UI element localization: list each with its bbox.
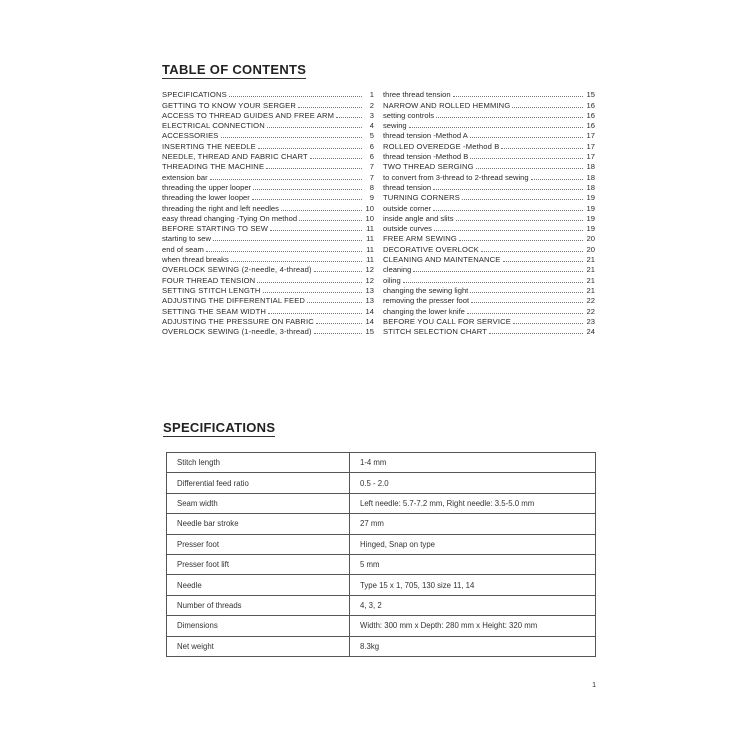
- toc-leader-dots: [513, 323, 583, 324]
- toc-leader-dots: [501, 148, 583, 149]
- toc-entry: [383, 254, 595, 264]
- toc-entry-title: changing the sewing light: [383, 285, 469, 295]
- toc-entry-title: thread tension: [383, 182, 432, 192]
- toc-entry-page: 17: [586, 131, 595, 141]
- toc-entry-title: OVERLOCK SEWING (2-needle, 4-thread): [162, 265, 312, 275]
- toc-entry-page: 2: [369, 100, 374, 110]
- spec-row: [167, 554, 596, 574]
- toc-entry-page: 14: [365, 316, 374, 326]
- toc-entry-title: thread tension -Method B: [383, 152, 469, 162]
- spec-row: [167, 575, 596, 595]
- toc-left-column: [162, 89, 374, 336]
- toc-entry-title: thread tension -Method A: [383, 131, 468, 141]
- spec-label: Needle bar stroke: [167, 514, 350, 534]
- toc-entry-title: STITCH SELECTION CHART: [383, 327, 487, 337]
- toc-entry-page: 7: [369, 162, 374, 172]
- spec-value: Width: 300 mm x Depth: 280 mm x Height: 320 mm: [350, 616, 596, 636]
- toc-entry-title: BEFORE YOU CALL FOR SERVICE: [383, 316, 511, 326]
- toc-entry-page: 15: [586, 90, 595, 100]
- toc-entry-page: 12: [365, 265, 374, 275]
- toc-entry: [162, 192, 374, 202]
- toc-leader-dots: [307, 302, 362, 303]
- toc-leader-dots: [253, 189, 362, 190]
- toc-entry: [383, 89, 595, 99]
- toc-entry: [162, 171, 374, 181]
- toc-entry-title: ACCESSORIES: [162, 131, 219, 141]
- toc-leader-dots: [210, 179, 362, 180]
- toc-entry-title: changing the lower knife: [383, 306, 465, 316]
- toc-entry-page: 9: [369, 193, 374, 203]
- spec-label: Presser foot: [167, 534, 350, 554]
- toc-entry: [383, 192, 595, 202]
- toc-leader-dots: [470, 158, 583, 159]
- toc-entry: [162, 274, 374, 284]
- spec-row: [167, 493, 596, 513]
- toc-entry: [162, 316, 374, 326]
- toc-entry-page: 11: [366, 224, 374, 234]
- toc-entry: [162, 326, 374, 336]
- toc-entry-page: 15: [365, 327, 374, 337]
- toc-leader-dots: [503, 261, 583, 262]
- toc-entry: [383, 233, 595, 243]
- spec-row: [167, 453, 596, 473]
- toc-entry-title: GETTING TO KNOW YOUR SERGER: [162, 100, 297, 110]
- toc-leader-dots: [206, 251, 362, 252]
- spec-label: Presser foot lift: [167, 554, 350, 574]
- toc-entry-page: 21: [586, 265, 595, 275]
- toc-leader-dots: [489, 333, 583, 334]
- toc-leader-dots: [413, 271, 583, 272]
- toc-entry-title: threading the lower looper: [162, 193, 250, 203]
- toc-entry-title: inside angle and slits: [383, 213, 454, 223]
- toc-entry: [383, 264, 595, 274]
- toc-entry-page: 17: [586, 152, 595, 162]
- toc-entry-title: sewing: [383, 121, 407, 131]
- toc-entry: [162, 254, 374, 264]
- toc-entry-title: OVERLOCK SEWING (1-needle, 3-thread): [162, 327, 312, 337]
- toc-entry-page: 6: [369, 152, 374, 162]
- toc-entry-title: oiling: [383, 275, 401, 285]
- toc-entry: [162, 151, 374, 161]
- toc-entry-title: FOUR THREAD TENSION: [162, 275, 256, 285]
- toc-entry-page: 7: [369, 172, 374, 182]
- toc-entry-title: NEEDLE, THREAD AND FABRIC CHART: [162, 152, 308, 162]
- toc-entry-title: to convert from 3-thread to 2-thread sewing: [383, 172, 529, 182]
- toc-entry-page: 21: [586, 275, 595, 285]
- toc-entry: [162, 120, 374, 130]
- toc-leader-dots: [258, 148, 362, 149]
- toc-entry-title: SETTING THE SEAM WIDTH: [162, 306, 266, 316]
- toc-entry-title: NARROW AND ROLLED HEMMING: [383, 100, 511, 110]
- toc-entry-title: ROLLED OVEREDGE -Method B: [383, 141, 500, 151]
- toc-entry: [383, 182, 595, 192]
- toc-entry-page: 11: [366, 234, 374, 244]
- toc-entry: [162, 233, 374, 243]
- toc-leader-dots: [531, 179, 583, 180]
- toc-entry-title: THREADING THE MACHINE: [162, 162, 265, 172]
- toc-leader-dots: [268, 313, 362, 314]
- toc-entry-title: removing the presser foot: [383, 296, 470, 306]
- toc-entry-page: 5: [369, 131, 374, 141]
- toc-leader-dots: [336, 117, 362, 118]
- toc-leader-dots: [433, 210, 583, 211]
- toc-entry-title: extension bar: [162, 172, 208, 182]
- toc-entry-title: SETTING STITCH LENGTH: [162, 285, 261, 295]
- toc-entry-title: TURNING CORNERS: [383, 193, 460, 203]
- toc-entry-page: 18: [586, 162, 595, 172]
- toc-entry-title: DECORATIVE OVERLOCK: [383, 244, 479, 254]
- toc-entry: [383, 285, 595, 295]
- spec-row: [167, 473, 596, 493]
- toc-entry-page: 4: [369, 121, 374, 131]
- toc-entry-page: 21: [586, 285, 595, 295]
- toc-entry-title: when thread breaks: [162, 255, 229, 265]
- toc-leader-dots: [481, 251, 583, 252]
- toc-entry-page: 19: [586, 224, 595, 234]
- spec-row: [167, 534, 596, 554]
- toc-leader-dots: [298, 107, 362, 108]
- toc-entry: [162, 182, 374, 192]
- toc-entry: [383, 120, 595, 130]
- spec-label: Differential feed ratio: [167, 473, 350, 493]
- spec-label: Dimensions: [167, 616, 350, 636]
- toc-leader-dots: [263, 292, 363, 293]
- toc-leader-dots: [316, 323, 362, 324]
- toc-leader-dots: [231, 261, 362, 262]
- toc-leader-dots: [281, 210, 362, 211]
- toc-leader-dots: [434, 230, 583, 231]
- spec-value: 8.3kg: [350, 636, 596, 656]
- toc-entry-page: 16: [586, 121, 595, 131]
- toc-leader-dots: [229, 96, 362, 97]
- specifications-table: [166, 452, 596, 657]
- toc-entry-title: FREE ARM SEWING: [383, 234, 457, 244]
- toc-entry-page: 11: [366, 255, 374, 265]
- toc-leader-dots: [459, 240, 583, 241]
- toc-entry-title: threading the upper looper: [162, 182, 252, 192]
- toc-leader-dots: [310, 158, 362, 159]
- toc-entry: [162, 223, 374, 233]
- toc-leader-dots: [512, 107, 583, 108]
- toc-entry-title: CLEANING AND MAINTENANCE: [383, 255, 501, 265]
- toc-entry-title: outside corner: [383, 203, 432, 213]
- spec-value: 1-4 mm: [350, 453, 596, 473]
- toc-entry-page: 17: [586, 141, 595, 151]
- spec-value: Hinged, Snap on type: [350, 534, 596, 554]
- toc-leader-dots: [433, 189, 583, 190]
- spec-value: 0.5 - 2.0: [350, 473, 596, 493]
- toc-entry-page: 10: [365, 203, 374, 213]
- toc-leader-dots: [403, 282, 583, 283]
- toc-entry: [383, 130, 595, 140]
- toc-entry: [383, 326, 595, 336]
- toc-leader-dots: [471, 302, 583, 303]
- toc-entry-title: ADJUSTING THE PRESSURE ON FABRIC: [162, 316, 314, 326]
- toc-entry: [162, 213, 374, 223]
- toc-entry-title: TWO THREAD SERGING: [383, 162, 474, 172]
- toc-leader-dots: [436, 117, 583, 118]
- toc-entry-title: ADJUSTING THE DIFFERENTIAL FEED: [162, 296, 306, 306]
- toc-entry-page: 13: [365, 296, 374, 306]
- spec-value: Left needle: 5.7-7.2 mm, Right needle: 3.5-5.0 mm: [350, 493, 596, 513]
- toc-entry: [162, 285, 374, 295]
- toc-entry-title: ELECTRICAL CONNECTION: [162, 121, 265, 131]
- toc-leader-dots: [476, 168, 583, 169]
- toc-entry: [162, 89, 374, 99]
- toc-entry-title: cleaning: [383, 265, 412, 275]
- toc-leader-dots: [267, 127, 362, 128]
- toc-entry-title: SPECIFICATIONS: [162, 90, 227, 100]
- toc-entry-page: 20: [586, 234, 595, 244]
- toc-entry-page: 18: [586, 172, 595, 182]
- toc-leader-dots: [456, 220, 584, 221]
- toc-entry: [383, 110, 595, 120]
- toc-entry-title: outside curves: [383, 224, 432, 234]
- toc-entry-title: INSERTING THE NEEDLE: [162, 141, 256, 151]
- toc-entry: [162, 202, 374, 212]
- spec-label: Net weight: [167, 636, 350, 656]
- toc-entry: [162, 140, 374, 150]
- page-number: 1: [592, 680, 597, 689]
- toc-entry: [162, 243, 374, 253]
- spec-label: Needle: [167, 575, 350, 595]
- toc-entry-page: 13: [365, 285, 374, 295]
- toc-leader-dots: [467, 313, 583, 314]
- toc-entry-page: 21: [586, 255, 595, 265]
- toc-entry-page: 22: [586, 296, 595, 306]
- toc-entry-page: 18: [586, 182, 595, 192]
- toc-leader-dots: [257, 282, 362, 283]
- toc-entry-page: 10: [365, 213, 374, 223]
- toc-leader-dots: [470, 292, 583, 293]
- toc-leader-dots: [453, 96, 583, 97]
- toc-leader-dots: [213, 240, 362, 241]
- toc-leader-dots: [470, 137, 583, 138]
- toc-leader-dots: [299, 220, 362, 221]
- toc-entry-page: 19: [586, 193, 595, 203]
- toc-entry: [162, 130, 374, 140]
- toc-leader-dots: [221, 137, 362, 138]
- spec-label: Stitch length: [167, 453, 350, 473]
- toc-leader-dots: [270, 230, 362, 231]
- toc-entry: [383, 99, 595, 109]
- toc-leader-dots: [314, 333, 362, 334]
- toc-entry-page: 6: [369, 141, 374, 151]
- toc-entry: [383, 213, 595, 223]
- toc-entry-page: 22: [586, 306, 595, 316]
- toc-entry-title: end of seam: [162, 244, 204, 254]
- toc-entry-page: 11: [366, 244, 374, 254]
- toc-entry-title: BEFORE STARTING TO SEW: [162, 224, 269, 234]
- spec-value: 27 mm: [350, 514, 596, 534]
- toc-entry: [162, 264, 374, 274]
- toc-entry: [383, 151, 595, 161]
- toc-entry: [162, 110, 374, 120]
- spec-label: Number of threads: [167, 595, 350, 615]
- toc-entry: [383, 305, 595, 315]
- toc-entry-title: threading the right and left needles: [162, 203, 279, 213]
- toc-entry: [383, 274, 595, 284]
- toc-entry: [162, 295, 374, 305]
- spec-value: Type 15 x 1, 705, 130 size 11, 14: [350, 575, 596, 595]
- toc-entry-page: 16: [586, 100, 595, 110]
- toc-entry-page: 8: [369, 182, 374, 192]
- toc-entry-title: ACCESS TO THREAD GUIDES AND FREE ARM: [162, 110, 335, 120]
- toc-entry: [383, 243, 595, 253]
- toc-entry-page: 20: [586, 244, 595, 254]
- toc-entry-page: 1: [369, 90, 374, 100]
- toc-heading: TABLE OF CONTENTS: [162, 62, 307, 77]
- spec-value: 4, 3, 2: [350, 595, 596, 615]
- toc-entry: [162, 161, 374, 171]
- toc-entry: [383, 316, 595, 326]
- toc-entry: [383, 171, 595, 181]
- toc-entry: [383, 161, 595, 171]
- toc-entry-page: 19: [586, 203, 595, 213]
- toc-entry-page: 3: [369, 110, 374, 120]
- toc-leader-dots: [266, 168, 362, 169]
- toc-leader-dots: [462, 199, 583, 200]
- toc-entry: [383, 202, 595, 212]
- spec-row: [167, 636, 596, 656]
- toc-entry-title: easy thread changing -Tying On method: [162, 213, 298, 223]
- toc-entry-page: 14: [365, 306, 374, 316]
- spec-row: [167, 514, 596, 534]
- toc-entry-title: three thread tension: [383, 90, 451, 100]
- toc-leader-dots: [314, 271, 362, 272]
- toc-entry-page: 23: [586, 316, 595, 326]
- toc-entry-title: starting to sew: [162, 234, 211, 244]
- toc-entry-page: 16: [586, 110, 595, 120]
- toc-entry-page: 24: [586, 327, 595, 337]
- toc-entry-page: 19: [586, 213, 595, 223]
- spec-label: Seam width: [167, 493, 350, 513]
- toc-entry: [383, 223, 595, 233]
- toc-entry: [383, 140, 595, 150]
- spec-row: [167, 616, 596, 636]
- toc-entry-title: setting controls: [383, 110, 435, 120]
- toc-leader-dots: [252, 199, 362, 200]
- toc-entry: [162, 99, 374, 109]
- spec-row: [167, 595, 596, 615]
- spec-value: 5 mm: [350, 554, 596, 574]
- toc-right-column: [383, 89, 595, 336]
- toc-leader-dots: [409, 127, 583, 128]
- toc-entry-page: 12: [365, 275, 374, 285]
- specifications-heading: SPECIFICATIONS: [163, 420, 276, 435]
- toc-entry: [383, 295, 595, 305]
- toc-entry: [162, 305, 374, 315]
